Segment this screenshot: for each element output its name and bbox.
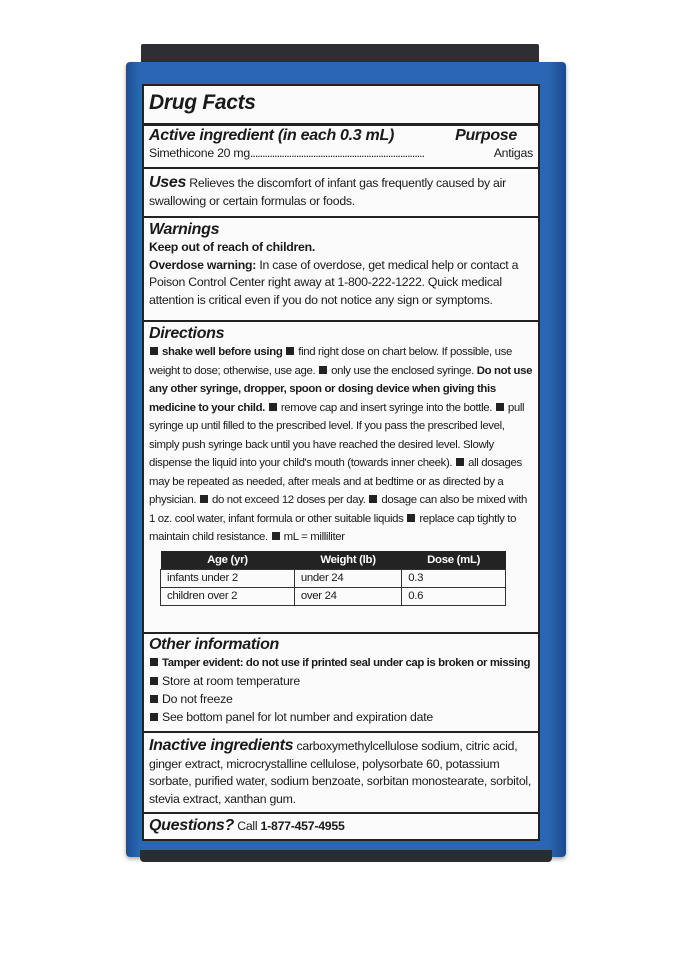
purpose-heading: Purpose: [455, 127, 517, 144]
keep-out-warning: Keep out of reach of children.: [149, 240, 316, 254]
table-row: [161, 587, 506, 605]
bullet-icon: [369, 495, 377, 503]
questions-phone: 1-877-457-4955: [260, 819, 345, 833]
bullet-icon: [269, 403, 277, 411]
uses-text: Relieves the discomfort of infant gas frequently caused by air swallowing or certain formulas or foods.: [149, 176, 506, 208]
table-cell: 0.6: [402, 587, 506, 605]
bullet-icon: [150, 713, 158, 721]
other-information-section: [144, 632, 538, 731]
ml-definition: mL = milliliter: [283, 531, 345, 543]
table-cell: over 24: [294, 587, 401, 605]
pull-syringe-text: pull syringe up until filled to the prescribed level. If you pass the prescribed level, simply push syringe back until you have reached the desired level. Slowly dispense the liquid into your child's mouth (towards inner cheek).: [149, 401, 525, 469]
warnings-section: [144, 216, 538, 320]
bullet-icon: [150, 695, 158, 703]
overdose-label: Overdose warning:: [149, 257, 257, 272]
table-row: [161, 569, 506, 587]
bullet-icon: [150, 658, 158, 666]
questions-section: [144, 812, 538, 839]
call-label: Call: [237, 819, 258, 833]
bullet-icon: [456, 458, 464, 466]
do-not-use-text: Do not use any other syringe, dropper, spoon or dosing device when giving this medicine to your child.: [149, 364, 533, 414]
bullet-icon: [407, 514, 415, 522]
replace-cap-text: replace cap tightly to maintain child resistance.: [149, 512, 517, 543]
bullet-icon: [319, 366, 327, 374]
header-dose: Dose (mL): [402, 551, 506, 570]
box-bottom-edge: [140, 850, 552, 862]
ingredient-name: Simethicone 20 mg: [149, 146, 251, 160]
directions-section: [144, 320, 538, 632]
inactive-ingredients-text: carboxymethylcellulose sodium, citric acid, ginger extract, microcrystalline cellulose, polysorbate 60, potassium sorbate, purified water, sodium benzoate, sorbitan monostearate, sorbitol, stevia extract, xanthan gum.: [149, 739, 532, 806]
warnings-heading: Warnings: [149, 221, 220, 238]
overdose-text: In case of overdose, get medical help or contact a Poison Control Center right away at 1-800-222-1222. Quick medical attention is critical even if you do not notice any sign or symptoms.: [149, 257, 519, 307]
title-section: [144, 86, 538, 123]
uses-heading: Uses: [149, 174, 187, 191]
box-top-flap: [141, 44, 539, 64]
drug-facts-label: [142, 84, 540, 841]
shake-text: shake well before using: [162, 346, 283, 358]
header-weight: Weight (lb): [294, 551, 401, 570]
bullet-icon: [496, 403, 504, 411]
bullet-icon: [286, 347, 294, 355]
remove-cap-text: remove cap and insert syringe into the bottle.: [280, 401, 493, 414]
other-information-heading: Other information: [149, 636, 280, 653]
max-doses-text: do not exceed 12 doses per day.: [211, 494, 366, 506]
directions-heading: Directions: [149, 325, 225, 342]
bullet-icon: [272, 532, 280, 540]
table-cell: under 24: [294, 569, 401, 587]
bullet-icon: [150, 677, 158, 685]
bullet-icon: [150, 347, 158, 355]
find-dose-text: find right dose on chart below. If possible, use weight to dose; otherwise, use age.: [149, 346, 512, 377]
mixed-text: dosage can also be mixed with 1 oz. cool water, infant formula or other suitable liquids: [149, 494, 528, 525]
active-ingredient-heading: Active ingredient (in each 0.3 mL): [149, 127, 394, 144]
questions-heading: Questions?: [149, 817, 235, 834]
uses-section: [144, 167, 538, 216]
inactive-ingredients-heading: Inactive ingredients: [149, 737, 294, 754]
lot-text: See bottom panel for lot number and expiration date: [162, 710, 433, 724]
tamper-text: Tamper evident: do not use if printed seal under cap is broken or missing: [162, 657, 531, 669]
inactive-ingredients-section: [144, 731, 538, 812]
drug-facts-title: Drug Facts: [149, 91, 256, 114]
bullet-icon: [200, 495, 208, 503]
only-syringe-text: only use the enclosed syringe.: [331, 364, 474, 377]
table-cell: children over 2: [161, 587, 295, 605]
leader-dots: ........................................................................: [250, 146, 425, 160]
header-age: Age (yr): [161, 551, 295, 570]
table-cell: 0.3: [402, 569, 506, 587]
store-text: Store at room temperature: [162, 674, 300, 688]
active-ingredient-section: [144, 123, 538, 167]
dosage-table: [160, 551, 506, 606]
dosage-table-header: [161, 551, 506, 570]
table-cell: infants under 2: [161, 569, 295, 587]
all-dosages-text: all dosages may be repeated as needed, after meals and at bedtime or as directed by a physician.: [149, 457, 522, 506]
freeze-text: Do not freeze: [162, 692, 233, 706]
ingredient-purpose: Antigas: [493, 146, 533, 160]
